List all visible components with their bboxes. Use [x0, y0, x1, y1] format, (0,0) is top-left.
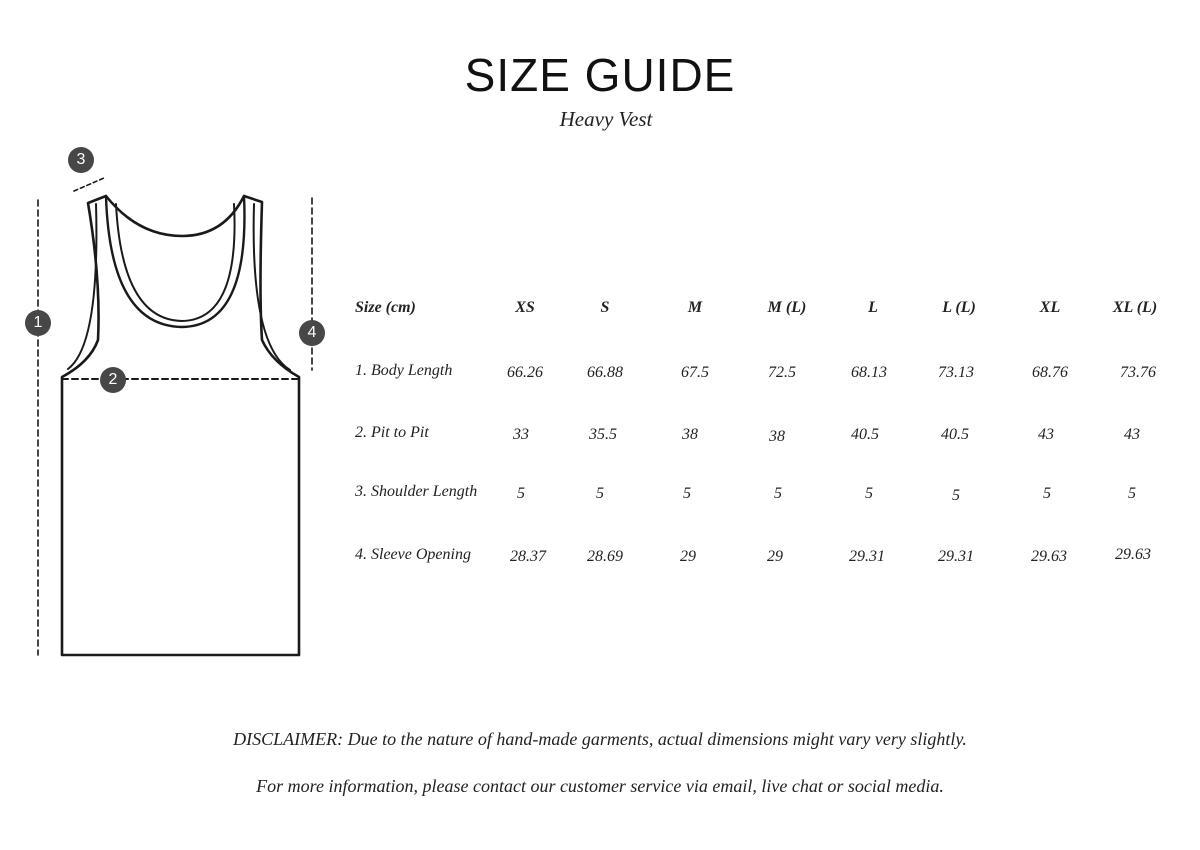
row-label-body-length: 1. Body Length [355, 362, 453, 379]
size-header-m-l: M (L) [767, 299, 807, 316]
table-cell: 5 [952, 487, 960, 504]
table-cell: 28.37 [510, 548, 546, 565]
table-cell: 66.26 [507, 364, 543, 381]
size-header-s: S [600, 299, 610, 316]
table-cell: 33 [513, 426, 529, 443]
disclaimer-text: DISCLAIMER: Due to the nature of hand-made garments, actual dimensions might vary very slightly. [233, 729, 967, 749]
size-table [350, 285, 1180, 585]
product-subtitle: Heavy Vest [559, 107, 653, 131]
table-cell: 29.31 [849, 548, 885, 565]
table-cell: 38 [769, 428, 785, 445]
table-cell: 29.63 [1115, 546, 1151, 563]
table-cell: 29.63 [1031, 548, 1067, 565]
size-header-l-l: L (L) [942, 299, 976, 316]
table-cell: 43 [1124, 426, 1140, 443]
vest-diagram [18, 140, 338, 670]
table-cell: 5 [596, 485, 604, 502]
table-cell: 28.69 [587, 548, 623, 565]
table-cell: 35.5 [589, 426, 617, 443]
table-cell: 5 [517, 485, 525, 502]
marker-pit-to-pit: 2 [100, 367, 126, 393]
table-cell: 29 [767, 548, 783, 565]
marker-body-length: 1 [25, 310, 51, 336]
table-cell: 72.5 [768, 364, 796, 381]
vest-outline-drawing [18, 140, 338, 670]
contact-info-text: For more information, please contact our customer service via email, live chat or social media. [256, 776, 944, 796]
table-cell: 5 [865, 485, 873, 502]
table-cell: 43 [1038, 426, 1054, 443]
size-header-xl: XL [1039, 299, 1061, 316]
table-cell: 68.76 [1032, 364, 1068, 381]
table-cell: 5 [1043, 485, 1051, 502]
table-cell: 29.31 [938, 548, 974, 565]
row-label-pit-to-pit: 2. Pit to Pit [355, 424, 429, 441]
table-header-label: Size (cm) [355, 299, 416, 316]
table-cell: 5 [683, 485, 691, 502]
table-cell: 29 [680, 548, 696, 565]
table-cell: 40.5 [941, 426, 969, 443]
size-header-xl-l: XL (L) [1112, 299, 1158, 316]
marker-shoulder-length: 3 [68, 147, 94, 173]
table-cell: 5 [1128, 485, 1136, 502]
table-cell: 5 [774, 485, 782, 502]
size-header-m: M [687, 299, 703, 316]
page-title: SIZE GUIDE [464, 49, 736, 101]
table-cell: 67.5 [681, 364, 709, 381]
table-cell: 73.13 [938, 364, 974, 381]
marker-sleeve-opening: 4 [299, 320, 325, 346]
table-cell: 66.88 [587, 364, 623, 381]
row-label-shoulder-length: 3. Shoulder Length [355, 483, 478, 500]
table-cell: 68.13 [851, 364, 887, 381]
table-cell: 40.5 [851, 426, 879, 443]
row-label-sleeve-opening: 4. Sleeve Opening [355, 546, 471, 563]
table-cell: 73.76 [1120, 364, 1156, 381]
table-cell: 38 [682, 426, 698, 443]
size-header-l: L [868, 299, 878, 316]
size-header-xs: XS [515, 299, 535, 316]
